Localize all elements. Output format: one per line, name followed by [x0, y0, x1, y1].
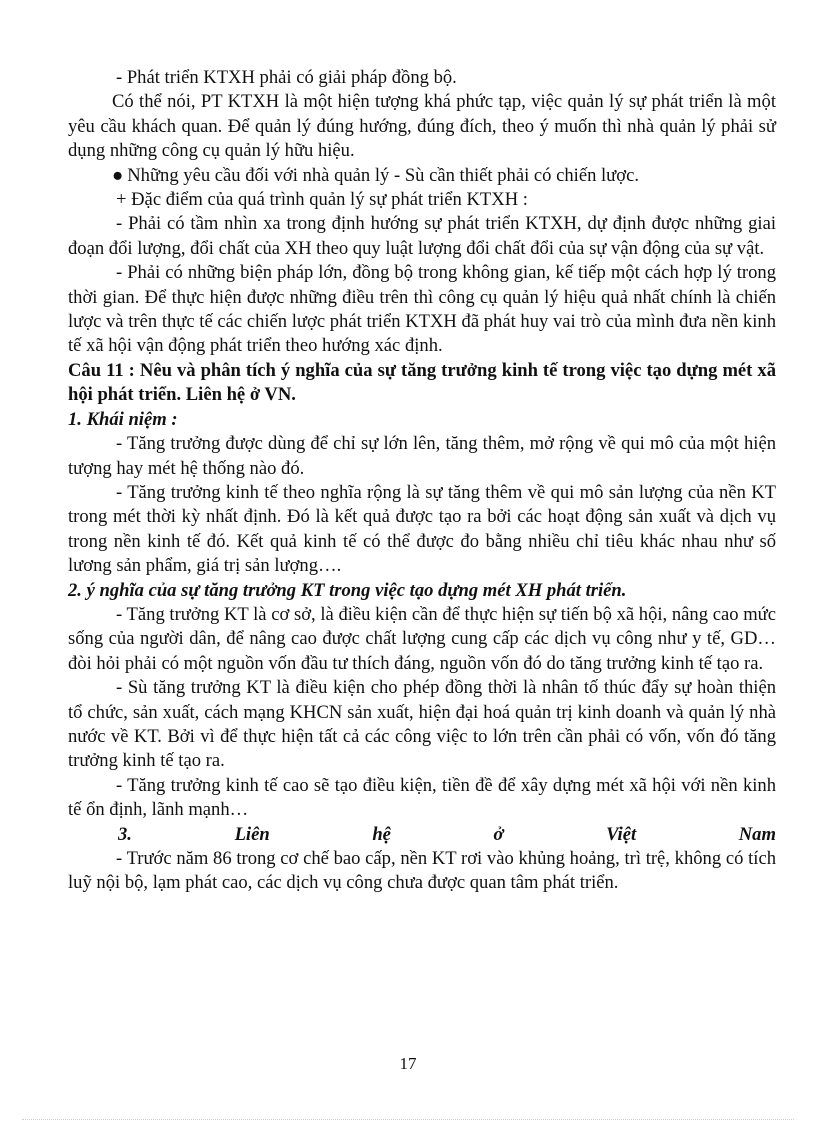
paragraph-growth-driver: - Sù tăng trưởng KT là điều kiện cho phép đồng thời là nhân tố thúc đẩy sự hoàn thiện tổ chức, sản xuất, cách mạng KHCN sản xuất, hiện đại hoá quản trị kinh doanh và quản lý nhà nước về KT. Bởi vì để thực hiện tất cả các công việc to lớn trên cần phải có vốn, vốn đó tăng trưởng kinh tế tạo ra. [68, 677, 776, 772]
section-3-word: hệ [372, 823, 391, 845]
paragraph-manager-requirements [68, 164, 776, 188]
question-11-heading: Câu 11 : Nêu và phân tích ý nghĩa của sự tăng trưởng kinh tế trong việc tạo dựng mét xã hội phát triển. Liên hệ ở VN. [68, 359, 776, 406]
paragraph-management-intro: Có thể nói, PT KTXH là một hiện tượng khá phức tạp, việc quản lý sự phát triển là một yêu cầu khách quan. Để quản lý đúng hướng, đúng đích, theo ý muốn thì nhà quản lý phải sử dụng những công cụ quản lý hữu hiệu. [68, 91, 776, 162]
paragraph-measures: - Phải có những biện pháp lớn, đồng bộ trong không gian, kế tiếp một cách hợp lý trong thời gian. Để thực hiện được những điều trên thì công cụ quản lý hiệu quả nhất chính là chiến lược và trên thực tế các chiến lược phát triển KTXH đã phát huy vai trò của mình đưa nền kinh tế xã hội vận động phát triển theo hướng xác định. [68, 262, 776, 357]
section-3-word: Việt [606, 823, 637, 845]
paragraph-management-features: + Đặc điểm của quá trình quản lý sự phát triển KTXH : [116, 189, 528, 211]
paragraph-economic-growth: - Tăng trưởng kinh tế theo nghĩa rộng là sự tăng thêm về qui mô sản lượng của nền KT trong mét thời kỳ nhất định. Đó là kết quả được tạo ra bởi các hoạt động sản xuất và dịch vụ trong nền kinh tế đó. Kết quả kinh tế có thể được đo bằng nhiều chỉ tiêu khác nhau như số lương sản phẩm, giá trị sản lượng…. [68, 481, 776, 577]
paragraph-before-1986: - Trước năm 86 trong cơ chế bao cấp, nền KT rơi vào khủng hoảng, trì trệ, không có tích luỹ nội bộ, lạm phát cao, các dịch vụ công chưa được quan tâm phát triển. [68, 848, 776, 894]
paragraph-vision: - Phải có tầm nhìn xa trong định hướng sự phát triển KTXH, dự định được những giai đoạn đổi lượng, đổi chất của XH theo quy luật lượng đổi chất đổi của sự vận động của sự vật. [68, 213, 776, 259]
page-number: 17 [399, 1054, 417, 1073]
manager-requirements-text: Những yêu cầu đối với nhà quản lý - Sù cần thiết phải có chiến lược. [127, 164, 639, 186]
section-3-word: ở [493, 823, 504, 845]
paragraph-growth-definition: - Tăng trưởng được dùng để chỉ sự lớn lên, tăng thêm, mở rộng về qui mô của một hiện tượng hay mét hệ thống nào đó. [68, 433, 776, 479]
section-2-heading: 2. ý nghĩa của sự tăng trưởng KT trong việc tạo dựng mét XH phát triển. [68, 579, 627, 601]
section-3-word: 3. [118, 823, 132, 845]
paragraph-sync-solution: - Phát triển KTXH phải có giải pháp đồng bộ. [116, 67, 457, 88]
paragraph-high-growth: - Tăng trưởng kinh tế cao sẽ tạo điều kiện, tiền đề để xây dựng mét xã hội với nền kinh tế ổn định, lãnh mạnh… [68, 774, 776, 821]
page-content [68, 66, 776, 896]
section-3-word: Nam [738, 823, 776, 845]
section-3-word: Liên [234, 823, 270, 845]
section-1-heading: 1. Khái niệm : [68, 408, 178, 430]
page-bottom-border [22, 1119, 794, 1120]
section-3-heading [68, 823, 776, 847]
bullet-icon: ● [112, 164, 124, 186]
paragraph-growth-basis: - Tăng trưởng KT là cơ sở, là điều kiện cần để thực hiện sự tiến bộ xã hội, nâng cao mức sống của người dân, để nâng cao được chất lượng cung cấp các dịch vụ công như y tế, GD… đòi hỏi phải có một nguồn vốn đầu tư thích đáng, nguồn vốn đó do tăng trưởng kinh tế tạo ra. [68, 603, 776, 674]
